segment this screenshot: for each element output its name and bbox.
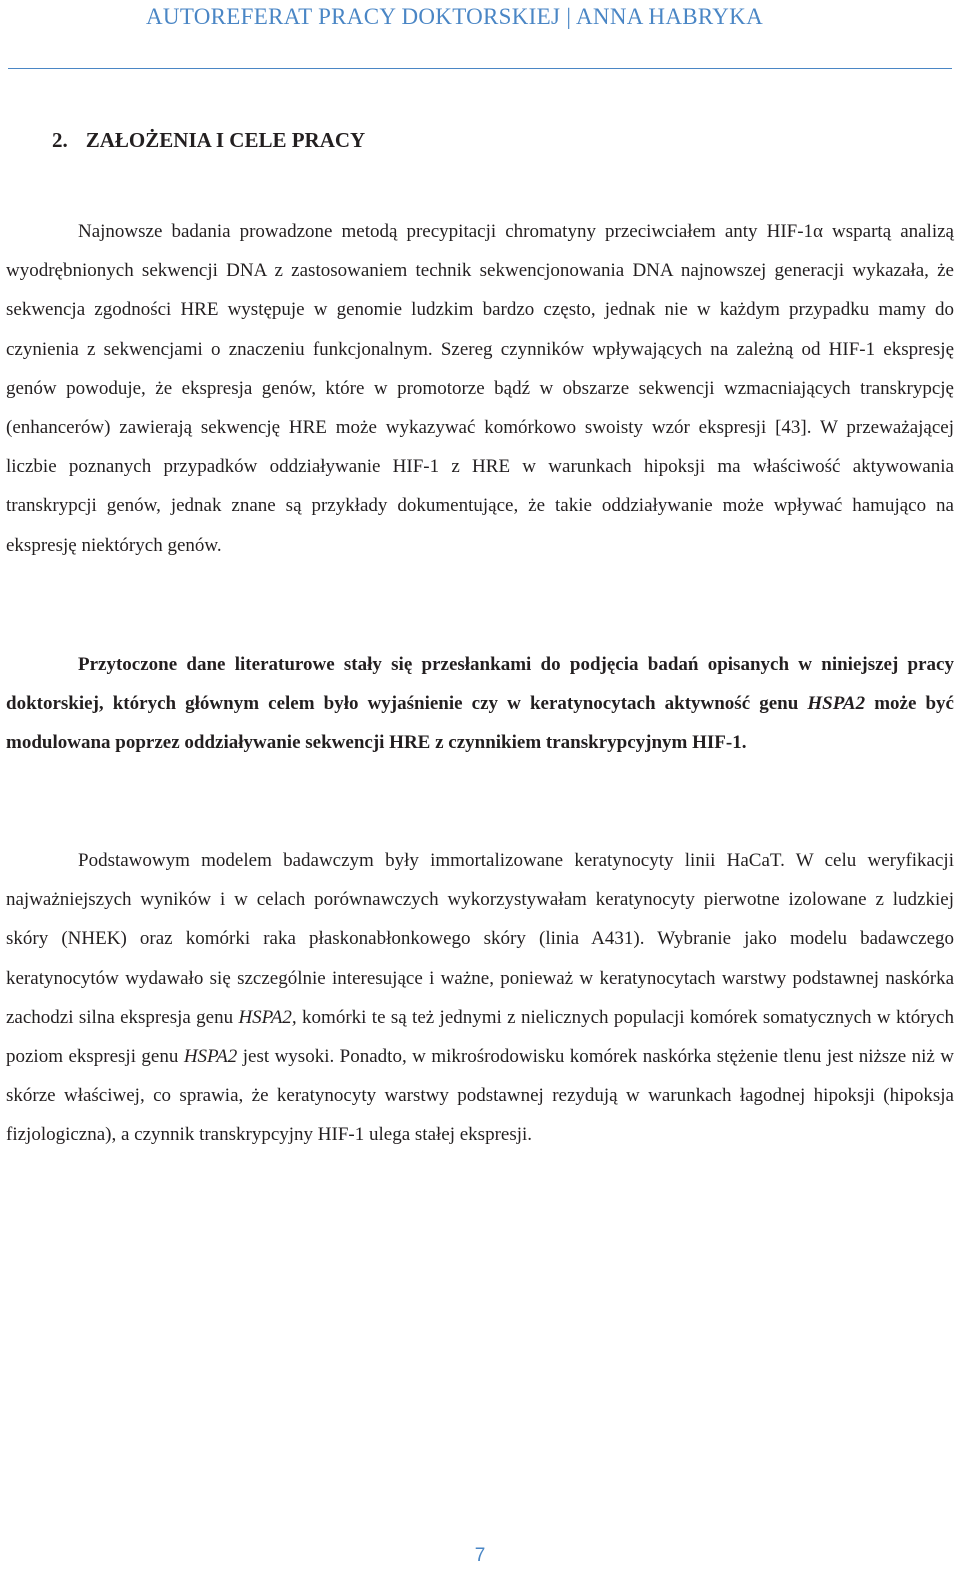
header-separator: | [566, 4, 572, 29]
paragraph-2-text-b: może być modulowana poprzez oddziaływanie sekwencji HRE z czynnikiem transkrypcyjnym HIF-1. [6, 693, 954, 754]
header-rule [8, 68, 952, 69]
section-number: 2. [52, 128, 68, 152]
paragraph-1: Najnowsze badania prowadzone metodą precypitacji chromatyny przeciwciałem anty HIF-1α wspartą analizą wyodrębnionych sekwencji DNA z zastosowaniem technik sekwencjonowania DNA najnowszej generacji wykazała, że sekwencja zgodności HRE występuje w genomie ludzkim bardzo często, jednak nie w każdym przypadku mamy do czynienia z sekwencjami o znaczeniu funkcjonalnym. Szereg czynników wpływających na zależną od HIF-1 ekspresję genów powoduje, że ekspresja genów, które w promotorze bądź w obszarze sekwencji wzmacniających transkrypcję (enhancerów) zawierają sekwencję HRE może wykazywać komórkowo swoisty wzór ekspresji [43]. W przeważającej liczbie poznanych przypadków oddziaływanie HIF-1 z HRE w warunkach hipoksji ma właściwość aktywowania transkrypcji genów, jednak znane są przykłady dokumentujące, że takie oddziaływanie może wpływać hamująco na ekspresję niektórych genów. [6, 221, 954, 556]
section-title: ZAŁOŻENIA I CELE PRACY [85, 128, 366, 152]
page-number: 7 [474, 1545, 486, 1566]
gene-name: HSPA2 [183, 1046, 238, 1068]
paragraph-3-text-c: jest wysoki. Ponadto, w mikrośrodowisku komórek naskórka stężenie tlenu jest niższe niż w skórze właściwej, co sprawia, że keratynocyty warstwy podstawnej rezydują w warunkach łagodnej hipoksji (hipoksja fizjologiczna), a czynnik transkrypcyjny HIF-1 ulega stałej ekspresji. [6, 1046, 954, 1146]
paragraph-3-text-b: komórki te są też jednymi z nielicznych populacji komórek somatycznych w których poziom ekspresji genu [6, 1006, 954, 1068]
gene-name: HSPA2 [807, 693, 866, 715]
header-title-right: ANNA HABRYKA [576, 4, 763, 29]
gene-name: HSPA2, [238, 1006, 297, 1028]
paragraph-2-aims [6, 645, 954, 763]
header-title-left: AUTOREFERAT PRACY DOKTORSKIEJ [146, 4, 561, 29]
section-heading [52, 128, 365, 153]
paragraph-3-model [6, 841, 954, 1155]
header-title [146, 4, 763, 30]
paragraph-3-text-a: Podstawowym modelem badawczym były immortalizowane keratynocyty linii HaCaT. W celu weryfikacji najważniejszych wyników i w celach porównawczych wykorzystywałam keratynocyty pierwotne izolowane z ludzkiej skóry (NHEK) oraz komórki raka płaskonabłonkowego skóry (linia A431). Wybranie jako modelu badawczego keratynocytów wydawało się szczególnie interesujące i ważne, ponieważ w keratynocytach warstwy podstawnej naskórka zachodzi silna ekspresja genu [6, 850, 954, 1028]
paragraph-2-text-a: Przytoczone dane literaturowe stały się przesłankami do podjęcia badań opisanych w niniejszej pracy doktorskiej, których głównym celem było wyjaśnienie czy w keratynocytach aktywność genu [6, 654, 954, 715]
